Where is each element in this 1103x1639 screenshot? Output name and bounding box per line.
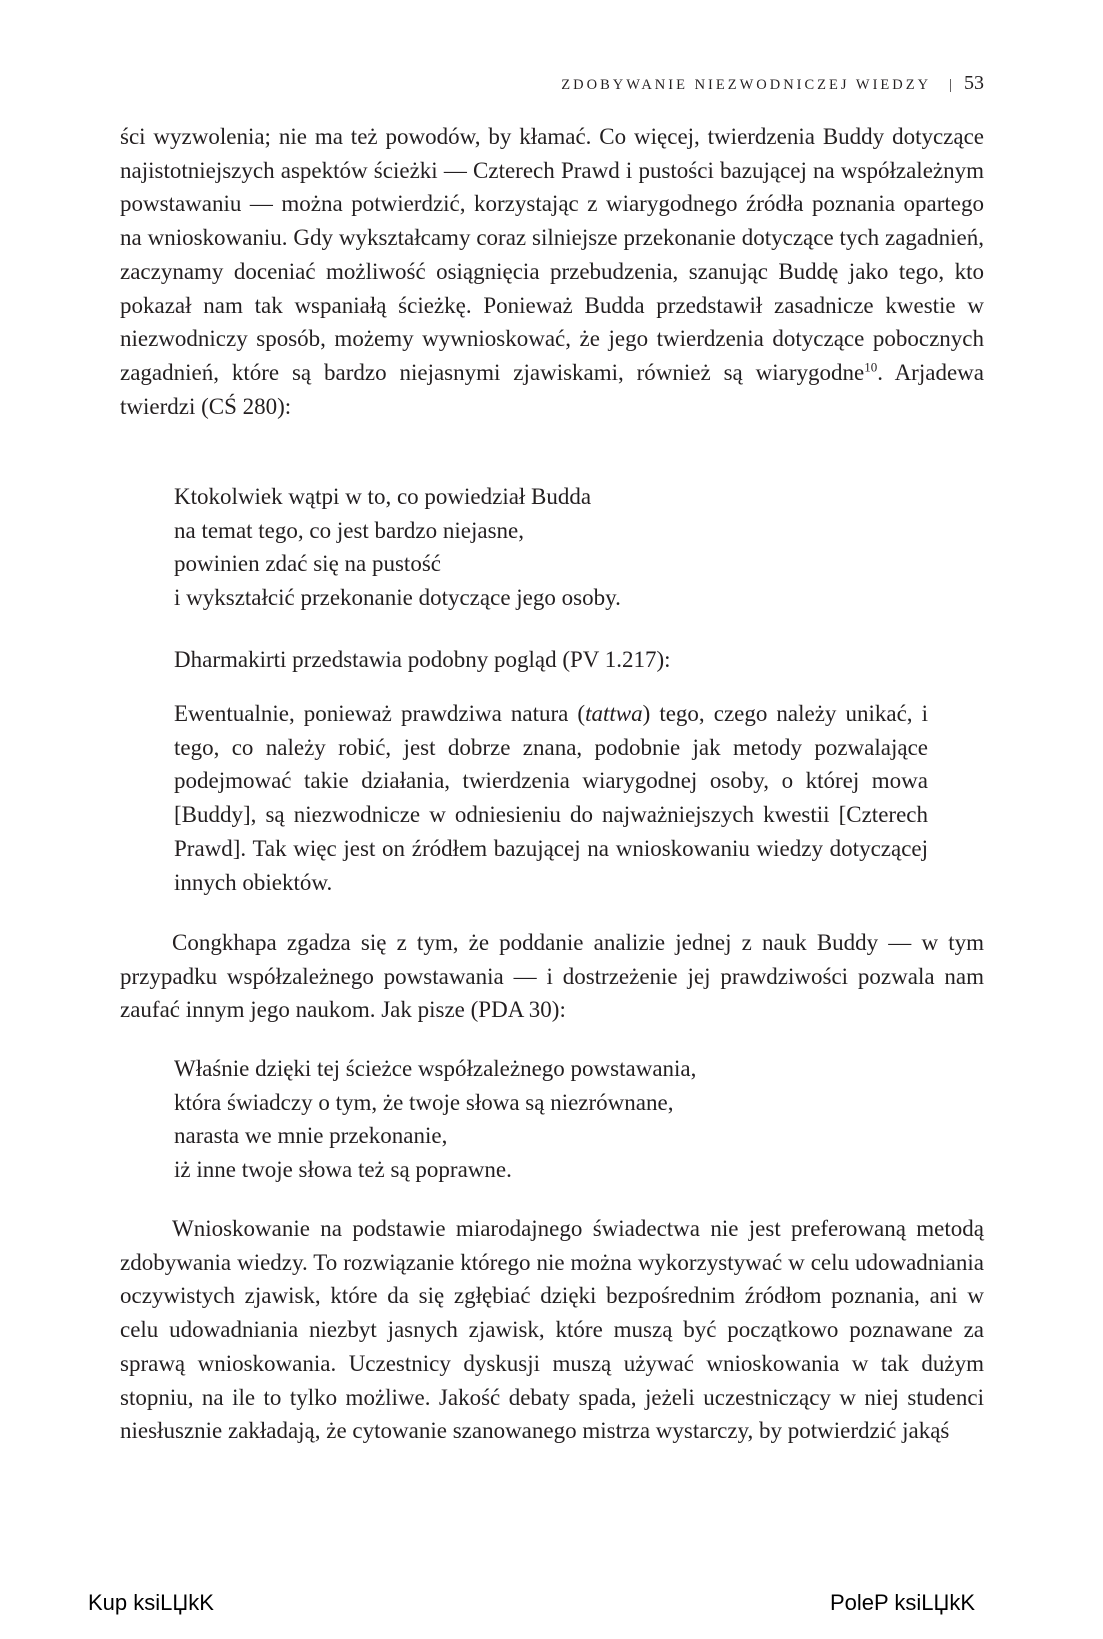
block-quote-2 bbox=[174, 697, 928, 899]
paragraph-1-text: ści wyzwolenia; nie ma też powodów, by kłamać. Co więcej, twierdzenia Buddy dotyczące najistotniejszych aspektów ścieżki — Czterech Prawd i pustości bazującej na współzależnym powstawaniu — można potwierdzić, korzystając z wiarygodnego źródła poznania opartego na wnioskowaniu. Gdy wykształcamy coraz silniejsze przekonanie dotyczące tych zagadnień, zaczynamy doceniać możliwość osiągnięcia przebudzenia, szanując Buddę jako tego, kto pokazał nam tak wspaniałą ścieżkę. Ponieważ Budda przedstawił zasadnicze kwestie w niezwodniczy sposób, możemy wywnioskować, że jego twierdzenia dotyczące pobocznych zagadnień, które są bardzo niejasnymi zjawiskami, również są wiarygodne bbox=[120, 124, 984, 385]
paragraph-1-tail: . Arjadewa twierdzi (CŚ 280): bbox=[120, 359, 984, 419]
header-separator: | bbox=[949, 77, 952, 93]
paragraph-3-text: Wnioskowanie na podstawie miarodajnego świadectwa nie jest preferowaną metodą zdobywania wiedzy. To rozwiązanie którego nie można wykorzystywać w celu udowadniania oczywistych zjawisk, które da się zgłębiać dzięki bezpośrednim źródłom poznania, ani w celu udowadniania niezbyt jasnych zjawisk, które muszą być początkowo poznawane za sprawą wnioskowania. Uczestnicy dyskusji muszą używać wnioskowania w tak dużym stopniu, na ile to tylko możliwe. Jakość debaty spada, jeżeli uczestniczący w niej studenci niesłusznie zakładają, że cytowanie szanowanego mistrza wystarczy, by potwierdzić jakąś bbox=[120, 1216, 984, 1444]
verse-quote-2 bbox=[174, 1052, 696, 1187]
recommend-book-link[interactable]: PoleP ksiLЏkK bbox=[829, 1590, 975, 1615]
verse-line: narasta we mnie przekonanie, bbox=[174, 1123, 448, 1149]
paragraph-2-text: Congkhapa zgadza się z tym, że poddanie analizie jednej z nauk Buddy — w tym przypadku współzależnego powstawania — i dostrzeżenie jej prawdziwości pozwala nam zaufać innym jego naukom. Jak pisze (PDA 30): bbox=[120, 930, 984, 1023]
quote-intro-text: Dharmakirti przedstawia podobny pogląd (PV 1.217): bbox=[174, 647, 671, 672]
paragraph-2 bbox=[120, 926, 984, 1027]
verse-line: iż inne twoje słowa też są poprawne. bbox=[174, 1157, 512, 1183]
verse-line: Ktokolwiek wątpi w to, co powiedział Budda bbox=[174, 484, 592, 509]
verse-line: która świadczy o tym, że twoje słowa są niezrównane, bbox=[174, 1089, 674, 1115]
verse-line: na temat tego, co jest bardzo niejasne, bbox=[174, 517, 524, 543]
quote-italic-term: tattwa bbox=[585, 701, 643, 726]
quote-text-cont: ) tego, czego należy unikać, i tego, co należy robić, jest dobrze znana, podobnie jak metody pozwalające podejmować takie działania, twierdzenia wiarygodnej osoby, o której mowa [Buddy], są niezwodnicze w odniesieniu do najważniejszych kwestii [Czterech Prawd]. Tak więc jest on źródłem bazującej na wnioskowaniu wiedzy dotyczącej innych obiektów. bbox=[174, 701, 928, 895]
quote-intro bbox=[174, 643, 671, 677]
running-header bbox=[120, 72, 984, 95]
verse-line: i wykształcić przekonanie dotyczące jego osoby. bbox=[174, 585, 621, 611]
quote-text: Ewentualnie, ponieważ prawdziwa natura ( bbox=[174, 701, 586, 726]
paragraph-3 bbox=[120, 1212, 984, 1448]
footnote-marker[interactable]: 10 bbox=[864, 359, 878, 375]
running-title: ZDOBYWANIE NIEZWODNICZEJ WIEDZY bbox=[561, 77, 932, 93]
verse-quote-1 bbox=[174, 480, 621, 615]
verse-line: powinien zdać się na pustość bbox=[174, 551, 441, 577]
verse-line: Właśnie dzięki tej ścieżce współzależnego powstawania, bbox=[174, 1056, 697, 1081]
paragraph-1 bbox=[120, 120, 984, 423]
buy-book-link[interactable]: Kup ksiLЏkK bbox=[88, 1590, 214, 1615]
page-number: 53 bbox=[964, 72, 984, 94]
